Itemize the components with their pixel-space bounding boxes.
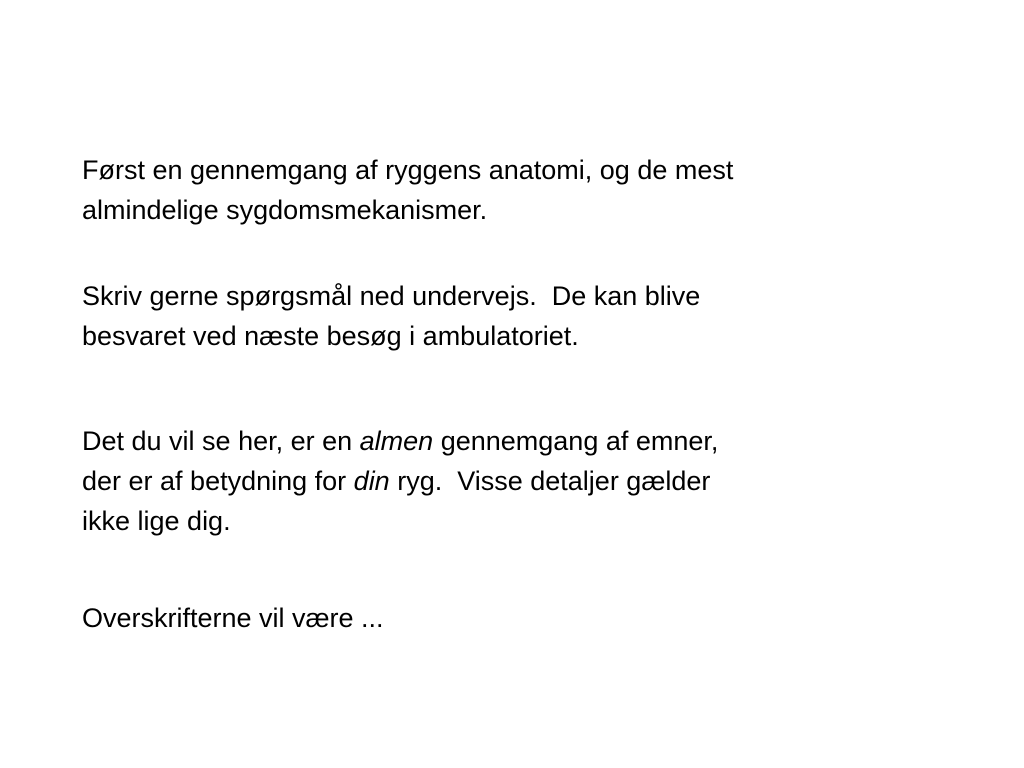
intro-paragraph — [82, 150, 942, 230]
general-overview-paragraph — [82, 421, 942, 541]
questions-paragraph — [82, 276, 942, 356]
headings-paragraph — [82, 598, 942, 638]
overview-emphasis-almen: almen — [359, 426, 434, 456]
questions-line-2: besvaret ved næste besøg i ambulatoriet. — [82, 321, 579, 351]
overview-emphasis-din: din — [353, 466, 390, 496]
questions-line-1: Skriv gerne spørgsmål ned undervejs. De kan blive — [82, 281, 701, 311]
overview-line-1-end: gennemgang af emner, — [433, 426, 719, 456]
overview-line-1-start: Det du vil se her, er en — [82, 426, 360, 456]
intro-line-2: almindelige sygdomsmekanismer. — [82, 195, 488, 225]
overview-line-3: ikke lige dig. — [82, 506, 231, 536]
overview-line-2-end: ryg. Visse detaljer gælder — [389, 466, 711, 496]
intro-line-1: Først en gennemgang af ryggens anatomi, og de mest — [82, 155, 734, 185]
headings-line-1: Overskrifterne vil være ... — [82, 603, 384, 633]
overview-line-2-start: der er af betydning for — [82, 466, 354, 496]
